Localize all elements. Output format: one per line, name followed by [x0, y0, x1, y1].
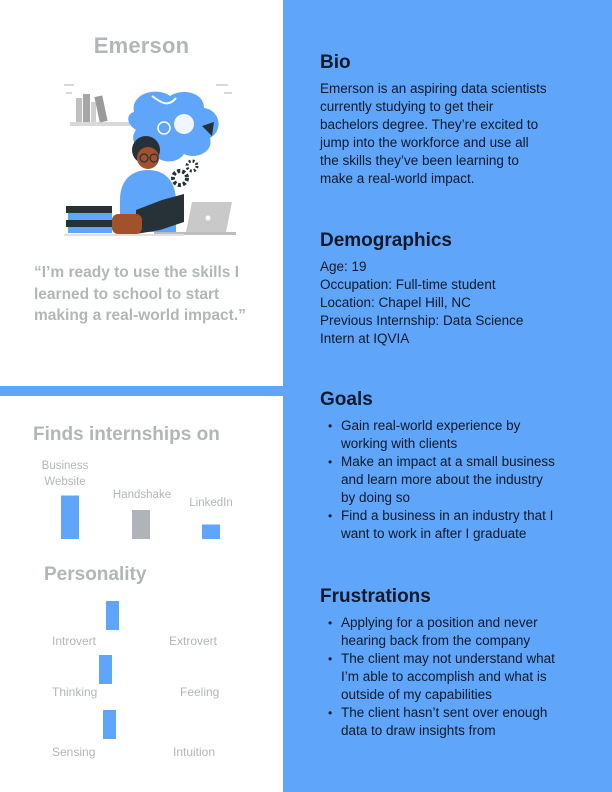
bar-business-website	[61, 496, 79, 540]
trait-marker-thinking-feeling	[99, 655, 112, 684]
demographics-age: Age: 19	[320, 259, 367, 274]
demographics-location: Location: Chapel Hill, NC	[320, 295, 471, 310]
panel-divider	[0, 386, 283, 396]
demographics-title: Demographics	[320, 230, 452, 251]
trait-label-extrovert: Extrovert	[169, 634, 218, 648]
frustrations-list	[326, 614, 588, 740]
goals-list	[326, 417, 588, 543]
trait-label-thinking: Thinking	[52, 685, 98, 699]
tick-label-linkedin: LinkedIn	[189, 497, 233, 509]
demographics-text: Age: 19 Occupation: Full-time student Location: Chapel Hill, NC Previous Internship: Data Science Intern at IQVIA	[320, 258, 585, 348]
trait-label-sensing: Sensing	[52, 745, 96, 759]
persona-quote: “I’m ready to use the skills I learned to school to start making a real-world impact.”	[34, 264, 246, 324]
goals-title: Goals	[320, 389, 373, 410]
internships-chart	[40, 490, 240, 542]
tick-label-business-website: Business Website	[41, 460, 89, 488]
demographics-internship: Previous Internship: Data Science	[320, 313, 524, 328]
list-item: • Applying for a position and never hearing back from the company	[326, 614, 588, 650]
list-item: • Make an impact at a small business and learn more about the industry by doing so	[326, 453, 588, 507]
personality-title: Personality	[44, 564, 147, 585]
trait-marker-sensing-intuition	[103, 710, 116, 739]
internships-title: Finds internships on	[33, 424, 220, 445]
stats-panel	[0, 396, 283, 792]
list-item: • Find a business in an industry that I want to work in after I graduate	[326, 507, 588, 543]
trait-label-feeling: Feeling	[180, 685, 220, 699]
bar-handshake	[132, 510, 150, 539]
bio-text: Emerson is an aspiring data scientists currently studying to get their bachelors degree. They’re excited to jump into the workforce and use all the skills they’ve been learning to make a real-world impact.	[320, 81, 547, 186]
list-item: • The client may not understand what I’m able to accomplish and what is outside of my capabilities	[326, 650, 588, 704]
list-item: • Gain real-world experience by working with clients	[326, 417, 588, 453]
student-reading-illustration	[64, 82, 236, 242]
demographics-occupation: Occupation: Full-time student	[320, 277, 496, 292]
tick-label-handshake: Handshake	[112, 489, 172, 501]
trait-label-introvert: Introvert	[52, 634, 97, 648]
trait-label-intuition: Intuition	[173, 745, 216, 759]
frustrations-title: Frustrations	[320, 586, 431, 607]
bio-title: Bio	[320, 52, 351, 73]
persona-name: Emerson	[93, 33, 190, 58]
trait-marker-introvert-extrovert	[106, 601, 119, 630]
bar-linkedin	[202, 525, 220, 540]
list-item: • The client hasn’t sent over enough data to draw insights from	[326, 704, 588, 740]
